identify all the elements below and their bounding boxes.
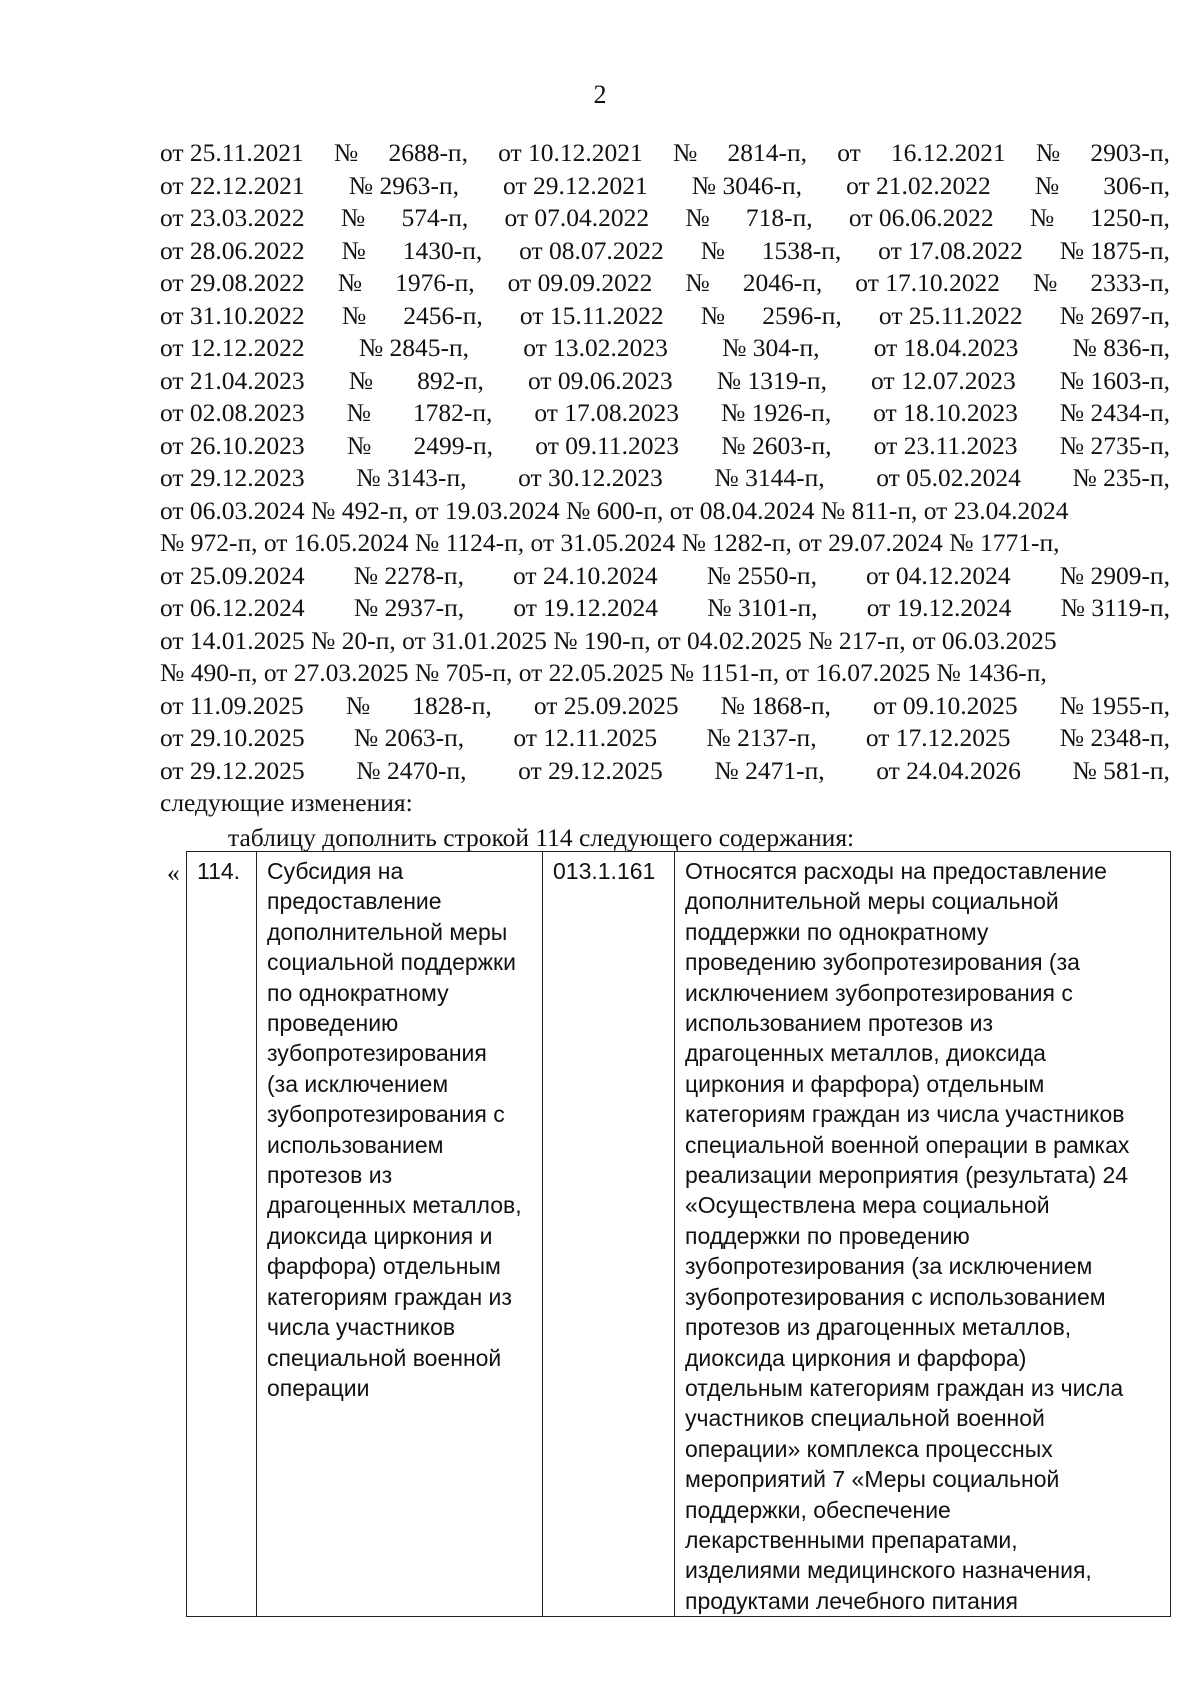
text-token: № 2063-п, bbox=[353, 723, 465, 752]
text-token: 1250-п, bbox=[1090, 203, 1170, 232]
text-token: № bbox=[1035, 138, 1061, 167]
text-token: № 2963-п, bbox=[348, 170, 459, 200]
text-line bbox=[160, 560, 1170, 593]
text-token: № 2937-п, bbox=[353, 593, 465, 622]
text-token: от 25.11.2022 bbox=[878, 300, 1023, 330]
text-token: от 10.12.2021 bbox=[498, 138, 643, 167]
text-token: от 28.06.2022 bbox=[160, 235, 305, 265]
text-token: 574-п, bbox=[401, 203, 469, 232]
text-token: № bbox=[333, 138, 359, 167]
text-token: № 2470-п, bbox=[356, 755, 467, 785]
text-token: 1976-п, bbox=[395, 268, 475, 297]
text-token: от 24.04.2026 bbox=[876, 755, 1021, 785]
opening-quote-mark: « bbox=[167, 858, 180, 887]
text-line bbox=[160, 365, 1170, 398]
text-token: № 1603-п, bbox=[1059, 365, 1170, 395]
text-token: от 05.02.2024 bbox=[876, 463, 1021, 492]
text-token: следующие изменения: bbox=[160, 788, 413, 817]
amendment-list-text bbox=[160, 137, 1170, 820]
text-token: от 09.11.2023 bbox=[535, 430, 680, 460]
text-token: № 304-п, bbox=[722, 333, 820, 362]
text-token: от 09.09.2022 bbox=[507, 268, 653, 297]
text-line bbox=[160, 690, 1170, 723]
text-token: от 06.12.2024 bbox=[160, 593, 305, 622]
text-token: 892-п, bbox=[417, 365, 484, 395]
text-token: 2456-п, bbox=[403, 300, 483, 330]
text-line bbox=[160, 625, 1170, 658]
text-line bbox=[160, 332, 1170, 365]
page-number: 2 bbox=[593, 80, 607, 109]
text-token: от 18.04.2023 bbox=[873, 333, 1019, 362]
text-token: № 1875-п, bbox=[1059, 235, 1170, 265]
text-token: № 2348-п, bbox=[1059, 723, 1170, 752]
text-line bbox=[160, 300, 1170, 333]
text-token: № bbox=[700, 300, 726, 330]
text-token: от 29.12.2025 bbox=[160, 755, 305, 785]
text-token: от 29.12.2025 bbox=[518, 755, 663, 785]
amendment-table bbox=[186, 851, 1171, 1617]
text-token: от 07.04.2022 bbox=[504, 203, 650, 232]
text-token: от 23.11.2023 bbox=[873, 430, 1018, 460]
text-token: от 06.03.2024 № 492-п, от 19.03.2024 № 600-п, от 08.04.2024 № 811-п, от 23.04.2024 bbox=[160, 495, 1069, 525]
text-token: от 09.06.2023 bbox=[527, 365, 673, 395]
text-token: № bbox=[1029, 203, 1055, 232]
text-token: от 31.10.2022 bbox=[160, 300, 305, 330]
text-token: 2814-п, bbox=[727, 138, 808, 167]
text-token: № bbox=[1033, 268, 1058, 297]
text-line bbox=[160, 755, 1170, 788]
text-token: от 04.12.2024 bbox=[866, 560, 1011, 590]
text-token: № bbox=[685, 268, 710, 297]
text-token: от bbox=[837, 138, 861, 167]
text-line bbox=[160, 267, 1170, 300]
text-token: № 2909-п, bbox=[1059, 560, 1170, 590]
text-token: 1538-п, bbox=[761, 235, 842, 265]
subsidy-name: Субсидия на предоставление дополнительной меры социальной поддержки по однократному проведению зубопротезирования (за исключением зубопротезирования с использованием протезов из драгоценных металлов, диоксида циркония и фарфора) отдельным категориям граждан из числа участников специальной военной операции bbox=[267, 858, 522, 1401]
text-token: 2046-п, bbox=[742, 268, 823, 297]
text-token: 1782-п, bbox=[412, 398, 493, 427]
text-line bbox=[160, 722, 1170, 755]
text-token: от 08.07.2022 bbox=[519, 235, 664, 265]
text-token: № 2434-п, bbox=[1059, 398, 1170, 427]
text-token: от 24.10.2024 bbox=[513, 560, 658, 590]
text-token: от 19.12.2024 bbox=[513, 593, 659, 622]
text-token: от 29.12.2023 bbox=[160, 463, 305, 492]
text-token: 2903-п, bbox=[1090, 138, 1170, 167]
description-cell bbox=[675, 852, 1171, 1617]
text-token: от 22.12.2021 bbox=[160, 170, 305, 200]
text-token: от 17.08.2023 bbox=[534, 398, 680, 427]
text-token: 2596-п, bbox=[762, 300, 842, 330]
text-token: № bbox=[345, 690, 371, 720]
text-token: № 2603-п, bbox=[721, 430, 832, 460]
text-token: № 3046-п, bbox=[691, 170, 802, 200]
intro-text: таблицу дополнить строкой 114 следующего содержания: bbox=[228, 823, 855, 852]
text-token: № bbox=[340, 203, 366, 232]
text-token: от 26.10.2023 bbox=[160, 430, 305, 460]
text-line bbox=[160, 137, 1170, 170]
text-token: от 25.09.2024 bbox=[160, 560, 305, 590]
row-number-cell bbox=[187, 852, 257, 1617]
text-token: № bbox=[346, 430, 372, 460]
text-token: № 3143-п, bbox=[356, 463, 467, 492]
text-token: № bbox=[346, 398, 371, 427]
row-number: 114. bbox=[197, 858, 241, 884]
text-token: 1430-п, bbox=[402, 235, 483, 265]
text-token: № bbox=[341, 300, 367, 330]
text-token: № 1955-п, bbox=[1059, 690, 1170, 720]
text-token: № 490-п, от 27.03.2025 № 705-п, от 22.05.2025 № 1151-п, от 16.07.2025 № 1436-п, bbox=[160, 658, 1047, 687]
text-line bbox=[160, 787, 1170, 820]
text-token: от 12.12.2022 bbox=[160, 333, 305, 362]
text-token: № 1926-п, bbox=[720, 398, 832, 427]
text-token: от 19.12.2024 bbox=[866, 593, 1012, 622]
text-line bbox=[160, 592, 1170, 625]
text-token: 16.12.2021 bbox=[890, 138, 1006, 167]
text-token: 1828-п, bbox=[412, 690, 492, 720]
text-token: от 17.10.2022 bbox=[855, 268, 1000, 297]
table-row bbox=[187, 852, 1171, 1617]
text-token: № 581-п, bbox=[1072, 755, 1170, 785]
text-token: 2333-п, bbox=[1090, 268, 1170, 297]
text-line bbox=[160, 235, 1170, 268]
text-token: от 21.02.2022 bbox=[846, 170, 991, 200]
code-cell bbox=[543, 852, 675, 1617]
text-line bbox=[160, 527, 1170, 560]
text-token: № 2735-п, bbox=[1059, 430, 1170, 460]
text-token: от 29.12.2021 bbox=[503, 170, 648, 200]
text-token: от 25.09.2025 bbox=[533, 690, 679, 720]
text-token: от 09.10.2025 bbox=[872, 690, 1018, 720]
text-token: № 235-п, bbox=[1072, 463, 1170, 492]
text-token: от 11.09.2025 bbox=[160, 690, 304, 720]
text-token: № bbox=[337, 268, 363, 297]
text-token: от 06.06.2022 bbox=[848, 203, 994, 232]
text-token: 306-п, bbox=[1103, 170, 1170, 200]
text-token: от 17.08.2022 bbox=[878, 235, 1023, 265]
budget-code: 013.1.161 bbox=[553, 858, 656, 884]
text-token: от 17.12.2025 bbox=[865, 723, 1011, 752]
text-token: № 2137-п, bbox=[706, 723, 817, 752]
text-token: № 1319-п, bbox=[716, 365, 827, 395]
text-line bbox=[160, 202, 1170, 235]
text-token: № 2550-п, bbox=[706, 560, 817, 590]
text-token: № 836-п, bbox=[1072, 333, 1170, 362]
text-token: 2499-п, bbox=[413, 430, 494, 460]
text-token: № 3101-п, bbox=[707, 593, 818, 622]
text-token: от 23.03.2022 bbox=[160, 203, 305, 232]
text-token: от 18.10.2023 bbox=[873, 398, 1018, 427]
text-token: 718-п, bbox=[745, 203, 813, 232]
text-token: от 29.08.2022 bbox=[160, 268, 305, 297]
text-token: № 1868-п, bbox=[720, 690, 831, 720]
text-token: № bbox=[700, 235, 725, 265]
text-line bbox=[160, 170, 1170, 203]
text-token: от 13.02.2023 bbox=[523, 333, 668, 362]
expense-description: Относятся расходы на предоставление дополнительной меры социальной поддержки по однократному проведению зубопротезирования (за исключением зубопротезирования с использованием протезов из драгоценных металлов, диоксида циркония и фарфора) отдельным категориям граждан из числа участников специальной военной операции в рамках реализации мероприятия (результата) 24 «Осуществлена мера социальной поддержки по проведению зубопротезирования (за исключением зубопротезирования с использованием протезов из драгоценных металлов, диоксида циркония и фарфора) отдельным категориям граждан из числа участников специальной военной операции» комплекса процессных мероприятий 7 «Меры социальной поддержки, обеспечение лекарственными препаратами, изделиями медицинского назначения, продуктами лечебного питания bbox=[685, 858, 1130, 1614]
text-token: № bbox=[348, 365, 374, 395]
text-token: от 15.11.2022 bbox=[519, 300, 664, 330]
text-token: № 2278-п, bbox=[353, 560, 464, 590]
text-token: от 02.08.2023 bbox=[160, 398, 305, 427]
text-token: 2688-п, bbox=[388, 138, 468, 167]
text-line bbox=[160, 657, 1170, 690]
name-cell bbox=[257, 852, 543, 1617]
text-token: № bbox=[1034, 170, 1060, 200]
text-token: от 29.10.2025 bbox=[160, 723, 305, 752]
text-token: № 2471-п, bbox=[714, 755, 825, 785]
text-token: № bbox=[341, 235, 366, 265]
text-token: № 3119-п, bbox=[1060, 593, 1170, 622]
text-token: № 2697-п, bbox=[1059, 300, 1170, 330]
text-token: от 12.11.2025 bbox=[513, 723, 658, 752]
text-line bbox=[160, 430, 1170, 463]
text-token: от 21.04.2023 bbox=[160, 365, 305, 395]
text-line bbox=[160, 462, 1170, 495]
text-token: № 2845-п, bbox=[358, 333, 470, 362]
text-token: от 30.12.2023 bbox=[518, 463, 663, 492]
text-line bbox=[160, 495, 1170, 528]
text-token: № bbox=[672, 138, 698, 167]
text-token: от 12.07.2023 bbox=[871, 365, 1016, 395]
text-line bbox=[160, 397, 1170, 430]
text-token: от 14.01.2025 № 20-п, от 31.01.2025 № 190-п, от 04.02.2025 № 217-п, от 06.03.2025 bbox=[160, 625, 1057, 655]
text-token: № bbox=[685, 203, 710, 232]
text-token: № 972-п, от 16.05.2024 № 1124-п, от 31.05.2024 № 1282-п, от 29.07.2024 № 1771-п, bbox=[160, 528, 1060, 557]
text-token: от 25.11.2021 bbox=[160, 138, 304, 167]
text-token: № 3144-п, bbox=[714, 463, 825, 492]
